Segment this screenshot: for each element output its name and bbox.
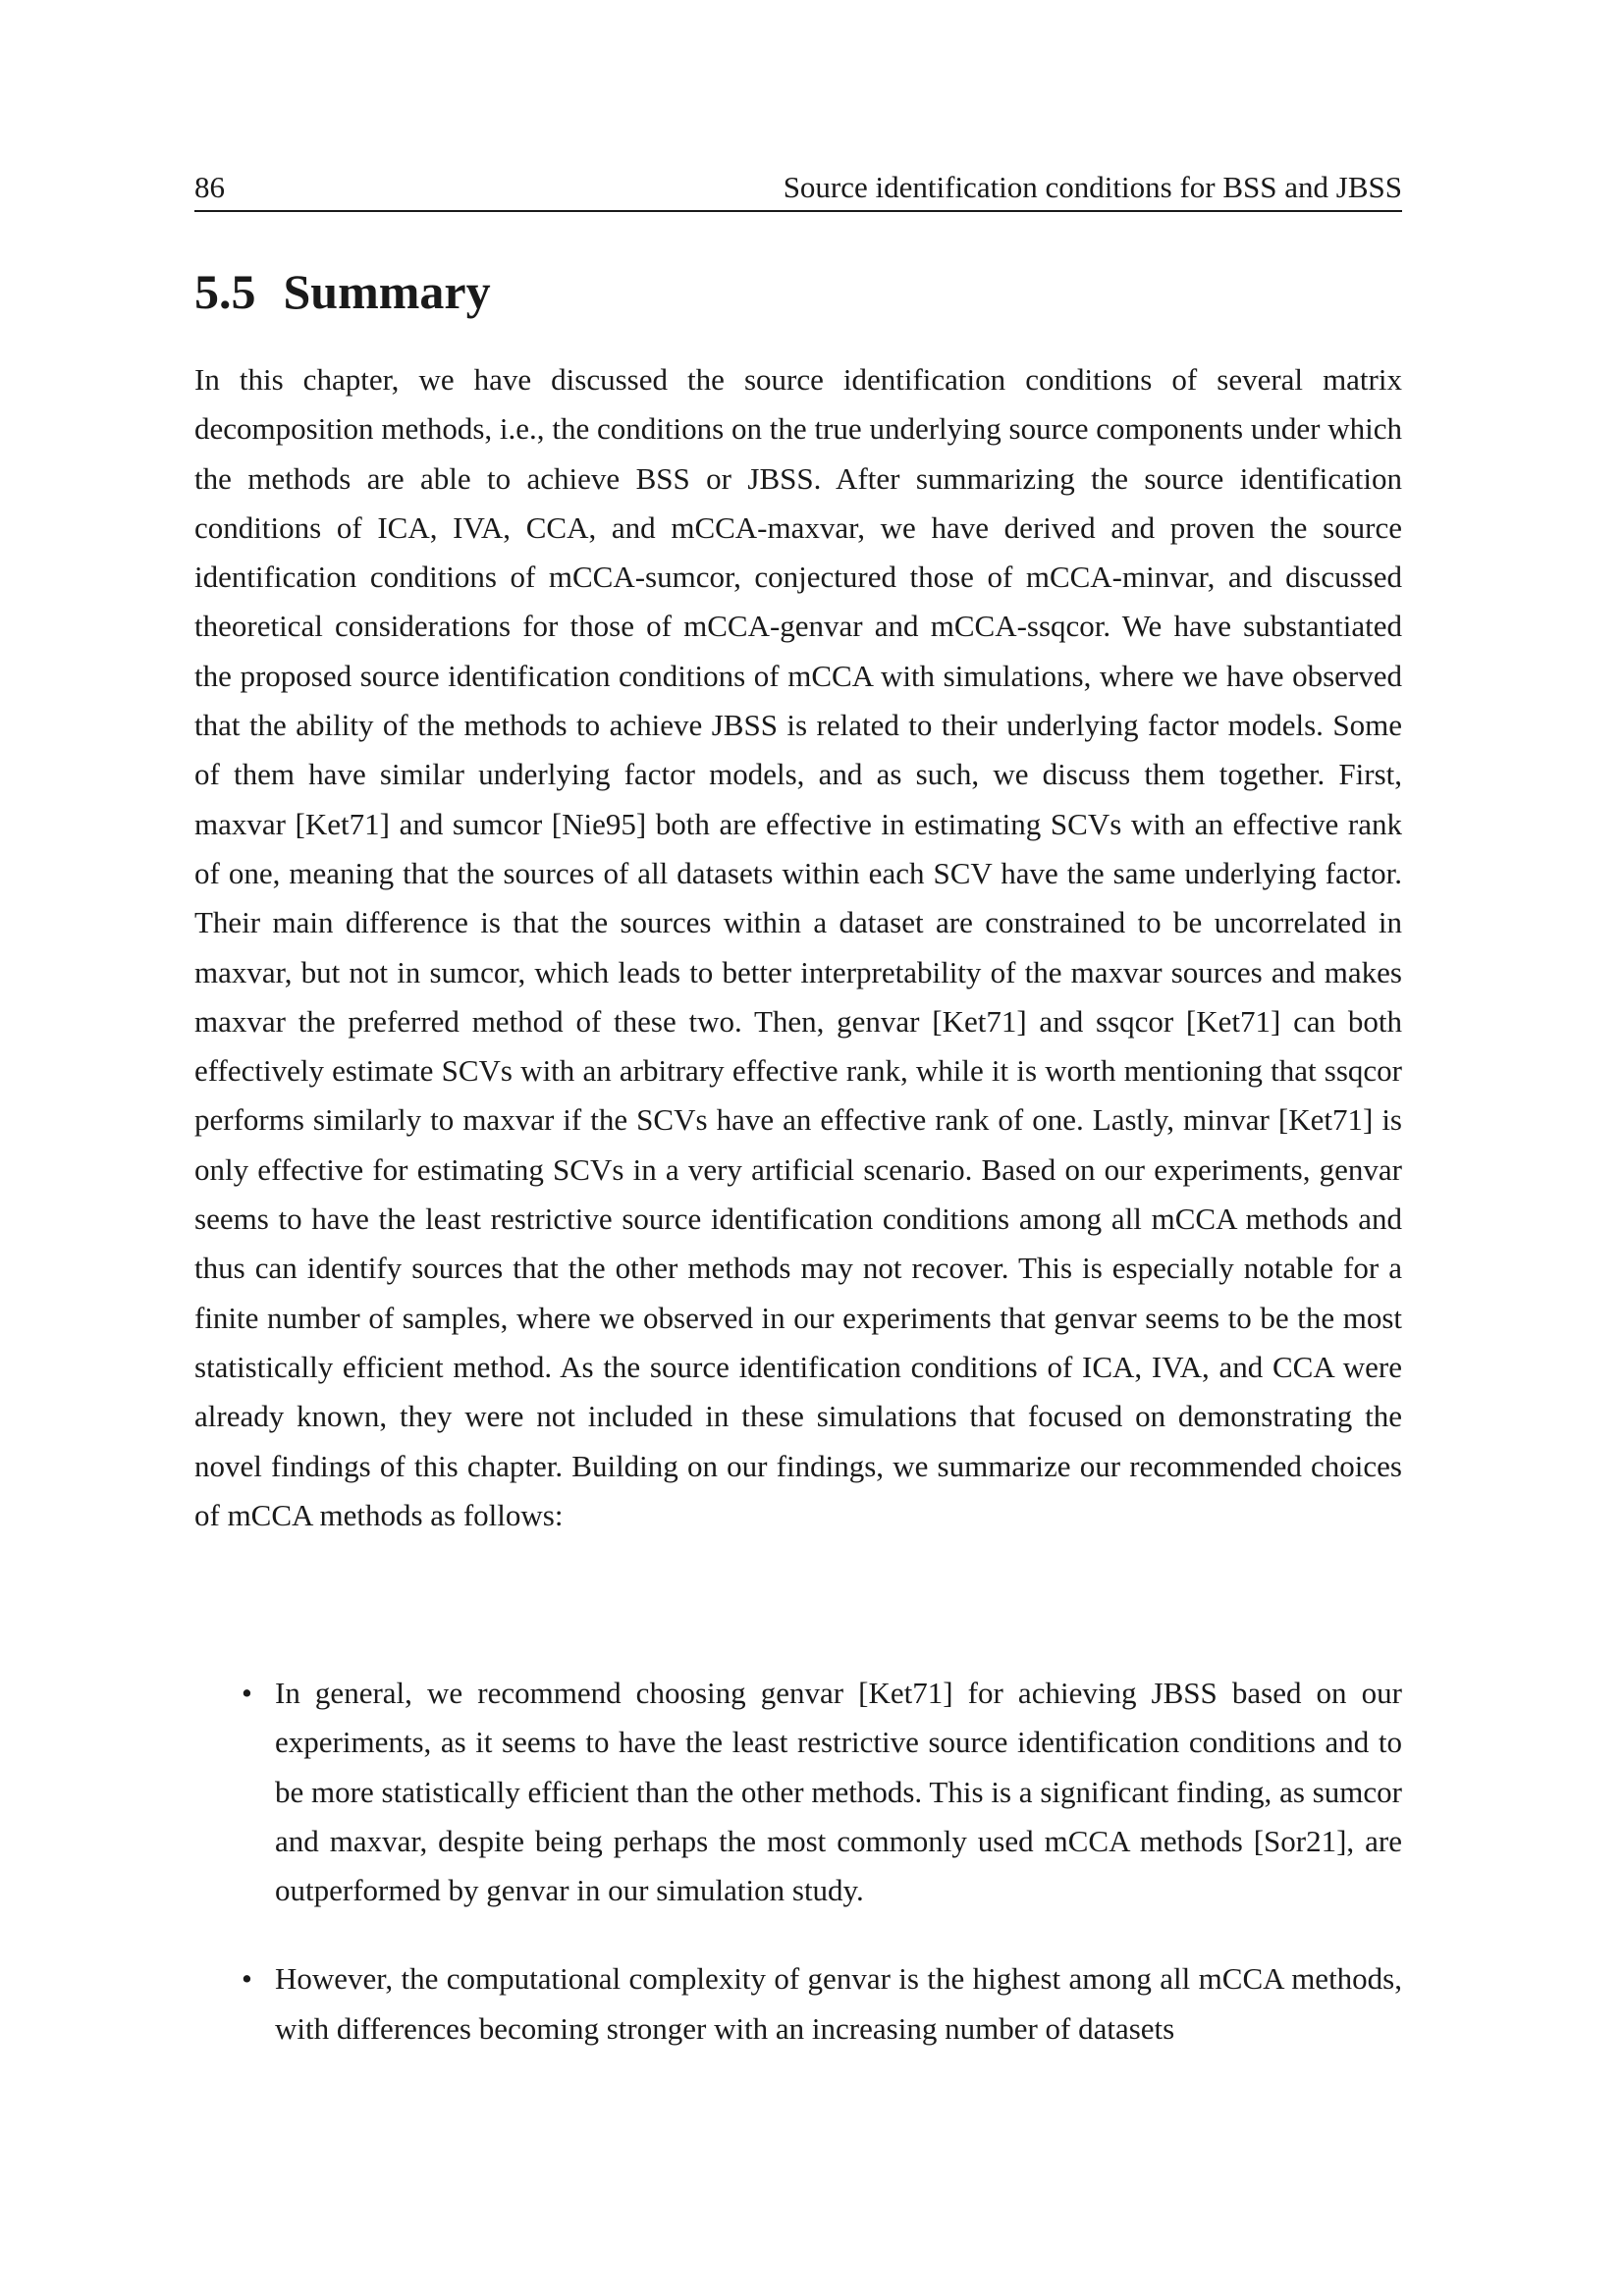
section-heading [194, 257, 491, 326]
section-title: Summary [283, 264, 491, 319]
list-item-text: However, the computational complexity of genvar is the highest among all mCCA methods, with differences becoming stronger with an increasing number of datasets [275, 1961, 1402, 2046]
bullet-icon: • [242, 1676, 252, 1710]
list-item [194, 1669, 1402, 1915]
recommendation-list [194, 1669, 1402, 2093]
bullet-icon: • [242, 1961, 252, 1997]
summary-paragraph: In this chapter, we have discussed the source identification conditions of several matrix decomposition methods, i.e., the conditions on the true underlying source components under which the methods are able to achieve BSS or JBSS. After summarizing the source identification conditions of ICA, IVA, CCA, and mCCA-maxvar, we have derived and proven the source identification conditions of mCCA-sumcor, conjectured those of mCCA-minvar, and discussed theoretical considerations for those of mCCA-genvar and mCCA-ssqcor. We have substantiated the proposed source identification conditions of mCCA with simulations, where we have observed that the ability of the methods to achieve JBSS is related to their underlying factor models. Some of them have similar underlying factor models, and as such, we discuss them together. First, maxvar [Ket71] and sumcor [Nie95] both are effective in estimating SCVs with an effective rank of one, meaning that the sources of all datasets within each SCV have the same underlying factor. Their main difference is that the sources within a dataset are constrained to be uncorrelated in maxvar, but not in sumcor, which leads to better interpretability of the maxvar sources and makes maxvar the preferred method of these two. Then, genvar [Ket71] and ssqcor [Ket71] can both effectively estimate SCVs with an arbitrary effective rank, while it is worth mentioning that ssqcor performs similarly to maxvar if the SCVs have an effective rank of one. Lastly, minvar [Ket71] is only effective for estimating SCVs in a very artificial scenario. Based on our experiments, genvar seems to have the least restrictive source identification conditions among all mCCA methods and thus can identify sources that the other methods may not recover. This is especially notable for a finite number of samples, where we observed in our experiments that genvar seems to be the most statistically efficient method. As the source identification conditions of ICA, IVA, and CCA were already known, they were not included in these simulations that focused on demonstrating the novel findings of this chapter. Building on our findings, we summarize our recommended choices of mCCA methods as follows: [194, 362, 1402, 1532]
page-number: 86 [194, 170, 225, 204]
running-header [194, 165, 1402, 212]
list-item-text: In general, we recommend choosing genvar [Ket71] for achieving JBSS based on our experiments, as it seems to have the least restrictive source identification conditions and to be more statistically efficient than the other methods. This is a significant finding, as sumcor and maxvar, despite being perhaps the most commonly used mCCA methods [Sor21], are outperformed by genvar in our simulation study. [275, 1676, 1402, 1908]
running-title: Source identification conditions for BSS and JBSS [783, 170, 1402, 204]
list-item [194, 1954, 1402, 2054]
section-number: 5.5 [194, 264, 256, 319]
